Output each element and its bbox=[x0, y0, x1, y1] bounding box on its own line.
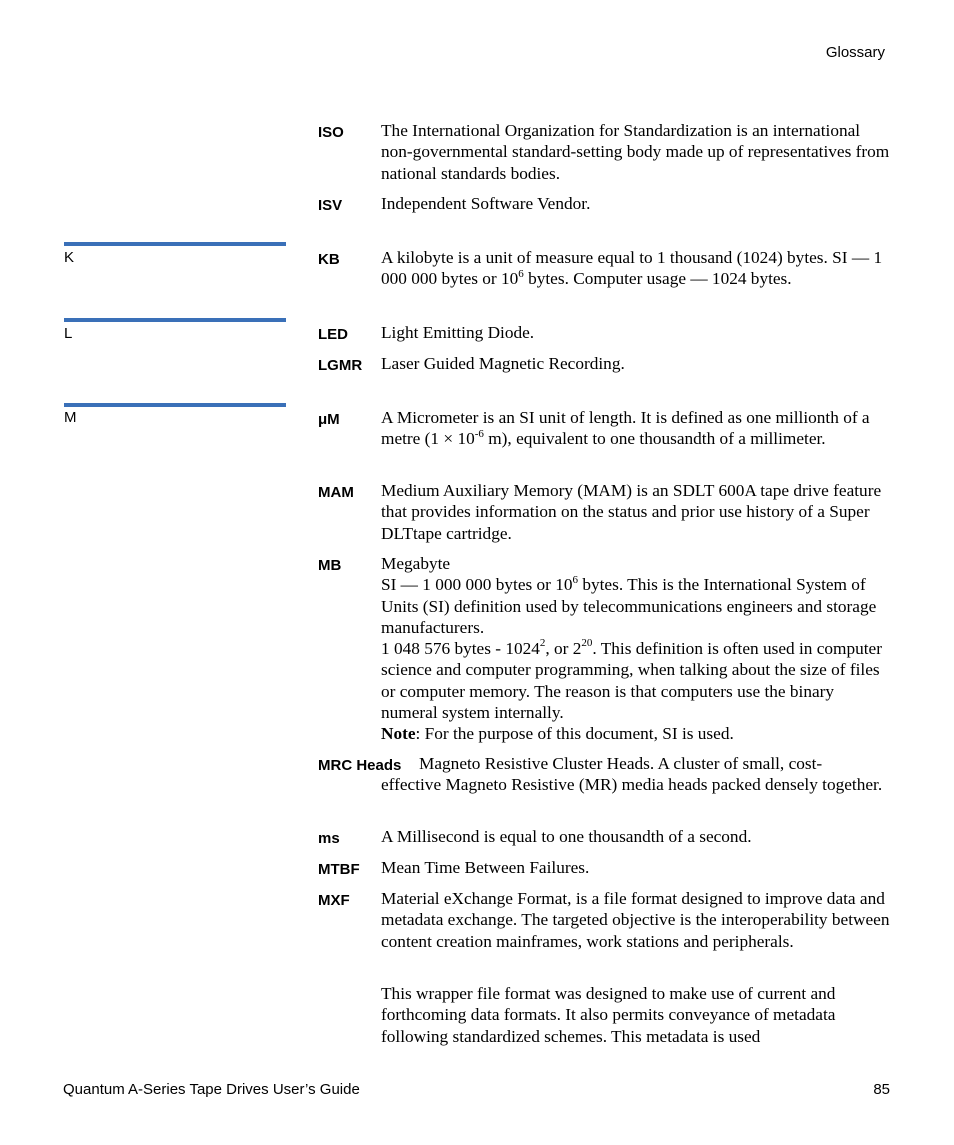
definition-mb-si-a: SI — 1 000 000 bytes or 10 bbox=[381, 575, 573, 595]
definition-led bbox=[381, 322, 893, 343]
definition-mb-bin-sup2: 20 bbox=[581, 637, 593, 650]
definition-mxf bbox=[381, 888, 893, 952]
definition-mb-si-sup: 6 bbox=[572, 573, 579, 586]
definition-iso-text: The International Organization for Standardization is an international non-governmental standard-setting body made up of representatives from national standards bodies. bbox=[381, 121, 890, 183]
section-divider-m bbox=[64, 403, 286, 407]
definition-ms bbox=[381, 826, 893, 847]
definition-mtbf-text: Mean Time Between Failures. bbox=[381, 858, 590, 877]
definition-isv-text: Independent Software Vendor. bbox=[381, 194, 591, 213]
definition-mtbf bbox=[381, 857, 893, 878]
definition-lgmr-text: Laser Guided Magnetic Recording. bbox=[381, 354, 625, 373]
definition-mrc-heads-rest bbox=[381, 774, 893, 795]
term-ms: ms bbox=[318, 830, 340, 847]
definition-led-text: Light Emitting Diode. bbox=[381, 323, 535, 342]
term-isv: ISV bbox=[318, 197, 343, 214]
definition-mam bbox=[381, 480, 893, 544]
definition-micrometer-text-b: m), equivalent to one thousandth of a millimeter. bbox=[483, 429, 826, 449]
section-divider-l bbox=[64, 318, 286, 322]
running-header: Glossary bbox=[825, 44, 885, 61]
term-mam: MAM bbox=[318, 484, 354, 501]
term-iso: ISO bbox=[318, 124, 344, 141]
definition-kb-text-a: A kilobyte is a unit of measure equal to 1 thousand (1024) bytes. SI — 1 000 000 bytes or 10 bbox=[381, 248, 883, 289]
footer-document-title: Quantum A-Series Tape Drives User’s Guide bbox=[63, 1081, 360, 1098]
term-led: LED bbox=[318, 326, 348, 343]
definition-mrc-heads-text-first: Magneto Resistive Cluster Heads. A cluster of small, cost- bbox=[419, 754, 823, 773]
term-mtbf: MTBF bbox=[318, 861, 360, 878]
term-mrc-heads: MRC Heads bbox=[318, 757, 402, 774]
definition-micrometer bbox=[381, 407, 893, 450]
section-letter-l: L bbox=[64, 325, 73, 342]
definition-kb-text-b: bytes. Computer usage — 1024 bytes. bbox=[523, 269, 792, 289]
definition-mb-note-text: : For the purpose of this document, SI is used. bbox=[415, 724, 734, 744]
term-kb: KB bbox=[318, 251, 340, 268]
definition-lgmr bbox=[381, 353, 893, 374]
definition-isv bbox=[381, 193, 893, 214]
term-lgmr: LGMR bbox=[318, 357, 363, 374]
section-letter-k: K bbox=[64, 249, 75, 266]
section-divider-k bbox=[64, 242, 286, 246]
definition-mrc-heads-first-line bbox=[419, 753, 893, 774]
footer-page-number: 85 bbox=[873, 1081, 890, 1098]
definition-mxf-continued bbox=[381, 983, 893, 1047]
definition-mb-line1: Megabyte bbox=[381, 554, 451, 573]
definition-mxf-para2: This wrapper file format was designed to make use of current and forthcoming data formats. It also permits conveyance of metadata following standardized schemes. This metadata is used bbox=[381, 984, 836, 1046]
definition-mam-text: Medium Auxiliary Memory (MAM) is an SDLT 600A tape drive feature that provides information on the status and prior use history of a Super DLTtape cartridge. bbox=[381, 481, 882, 543]
definition-iso bbox=[381, 120, 893, 184]
definition-mxf-para1: Material eXchange Format, is a file format designed to improve data and metadata exchange. The targeted objective is the interoperability between content creation mainframes, work stations and peripherals. bbox=[381, 889, 890, 951]
definition-mb-bin-a: 1 048 576 bytes - 1024 bbox=[381, 639, 540, 659]
term-micrometer: μM bbox=[318, 411, 340, 428]
definition-ms-text: A Millisecond is equal to one thousandth of a second. bbox=[381, 827, 752, 846]
definition-mb-bin-b: , or 2 bbox=[545, 639, 582, 659]
definition-mb-bin-sup1: 2 bbox=[539, 637, 546, 650]
definition-kb-sup: 6 bbox=[518, 267, 524, 280]
definition-micrometer-text-a: A Micrometer is an SI unit of length. It is defined as one millionth of a metre (1 × 10 bbox=[381, 408, 870, 449]
definition-mb-si-b: bytes. This is the International System of Units (SI) definition used by telecommunications engineers and storage manufacturers. bbox=[381, 575, 877, 637]
term-mxf: MXF bbox=[318, 892, 350, 909]
definition-mrc-heads-text-rest: effective Magneto Resistive (MR) media heads packed densely together. bbox=[381, 775, 883, 794]
definition-mb-note-label: Note bbox=[381, 724, 416, 744]
term-mb: MB bbox=[318, 557, 342, 574]
definition-mb-bin-c: . This definition is often used in computer science and computer programming, when talking about the size of files or computer memory. The reason is that computers use the binary numeral system internally. bbox=[381, 639, 882, 723]
definition-kb bbox=[381, 247, 893, 290]
section-letter-m: M bbox=[64, 409, 77, 426]
definition-micrometer-sup: -6 bbox=[474, 427, 484, 440]
definition-mb bbox=[381, 553, 893, 745]
